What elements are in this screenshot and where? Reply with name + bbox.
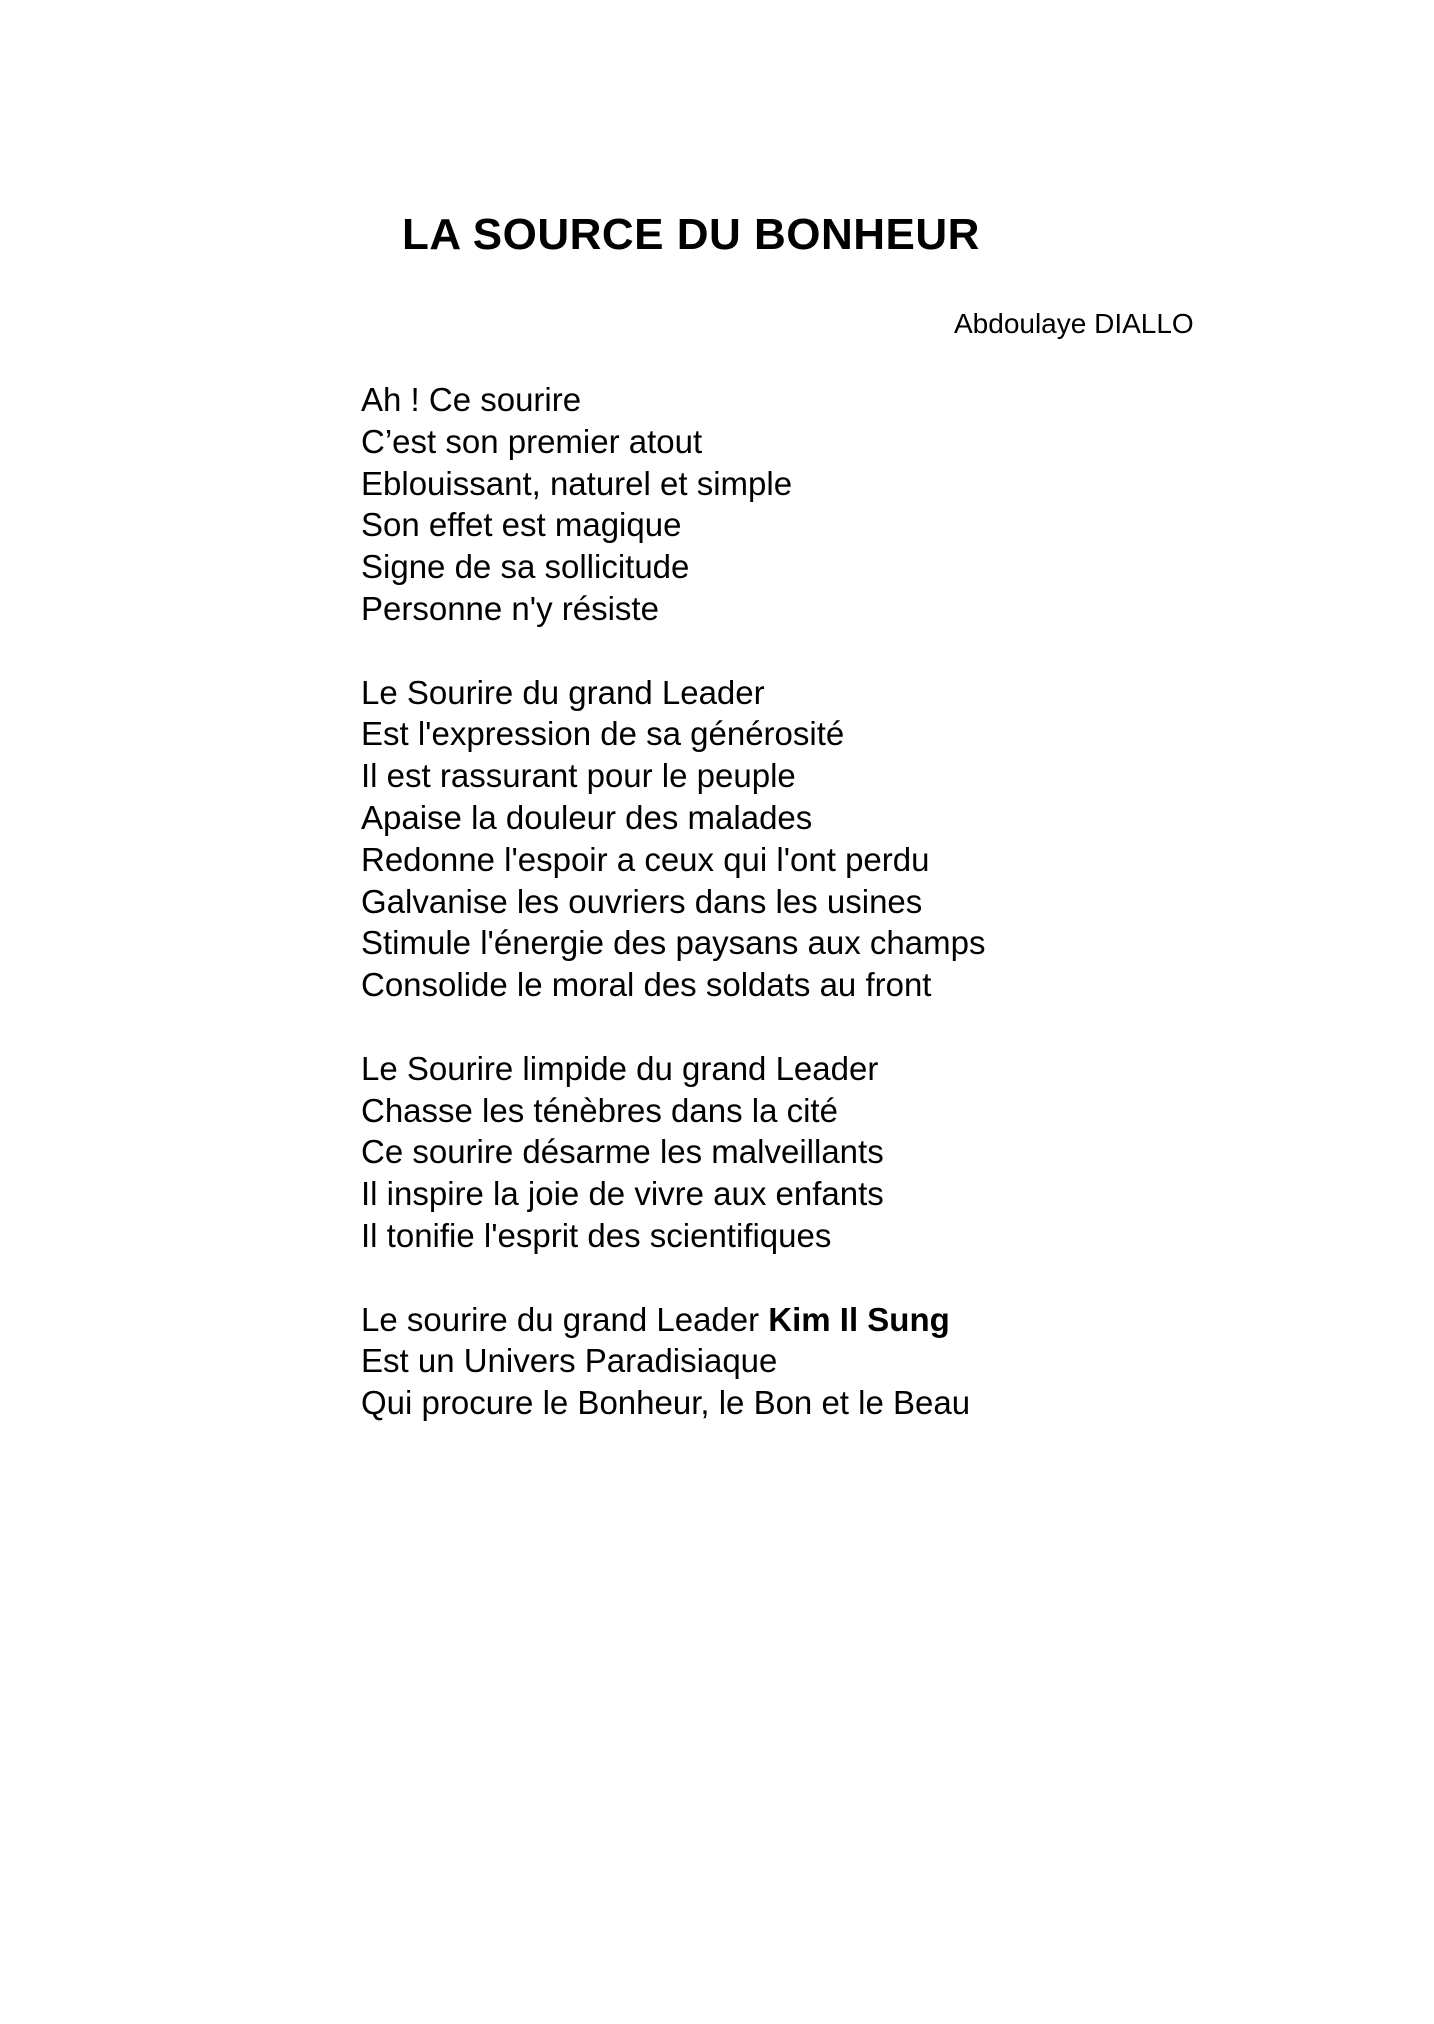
poem-line: Le Sourire limpide du grand Leader xyxy=(361,1049,879,1087)
poem-line: C’est son premier atout xyxy=(361,422,703,460)
stanza-4 xyxy=(361,1299,985,1424)
poem-line-text: Le sourire du grand Leader xyxy=(361,1300,769,1338)
poem-line: Stimule l'énergie des paysans aux champs xyxy=(361,924,986,962)
poem-line: Le Sourire du grand Leader xyxy=(361,673,765,711)
poem-line: Apaise la douleur des malades xyxy=(361,798,813,836)
stanza-1 xyxy=(361,379,985,630)
poem-line: Consolide le moral des soldats au front xyxy=(361,966,932,1004)
poem-line: Redonne l'espoir a ceux qui l'ont perdu xyxy=(361,840,930,878)
poem-line: Ah ! Ce sourire xyxy=(361,381,582,418)
leader-name: Kim Il Sung xyxy=(768,1300,950,1338)
stanza-2 xyxy=(361,672,985,1006)
poem-line: Il inspire la joie de vivre aux enfants xyxy=(361,1175,884,1213)
poem-line: Chasse les ténèbres dans la cité xyxy=(361,1091,838,1129)
poem-line xyxy=(361,1299,985,1341)
poem-line: Galvanise les ouvriers dans les usines xyxy=(361,882,923,920)
poem-line: Ce sourire désarme les malveillants xyxy=(361,1133,884,1171)
stanza-3 xyxy=(361,1048,985,1257)
poem-line: Qui procure le Bonheur, le Bon et le Beau xyxy=(361,1384,971,1422)
poem-line: Eblouissant, naturel et simple xyxy=(361,464,793,502)
poem-body xyxy=(361,379,985,1424)
poem-line: Son effet est magique xyxy=(361,506,682,544)
poem-line: Est l'expression de sa générosité xyxy=(361,715,845,753)
poem-author: Abdoulaye DIALLO xyxy=(954,308,1194,339)
poem-line: Il tonifie l'esprit des scientifiques xyxy=(361,1216,832,1254)
poem-line: Il est rassurant pour le peuple xyxy=(361,757,796,795)
poem-line: Est un Univers Paradisiaque xyxy=(361,1342,778,1380)
poem-line: Personne n'y résiste xyxy=(361,589,659,627)
poem-title: LA SOURCE DU BONHEUR xyxy=(402,210,980,259)
poem-line: Signe de sa sollicitude xyxy=(361,548,690,586)
